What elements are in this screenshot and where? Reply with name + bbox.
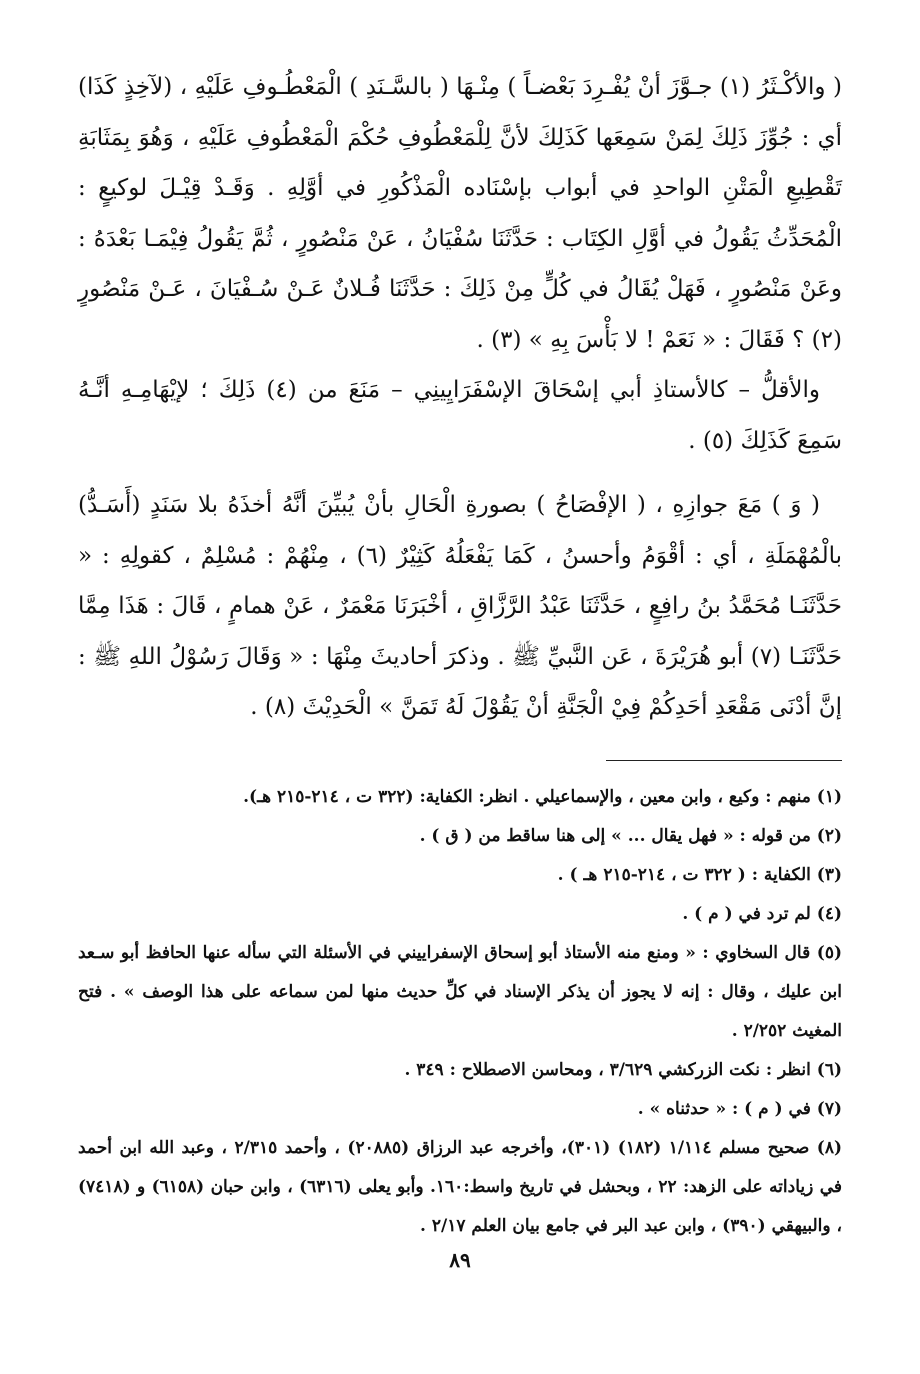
footnote-8: (٨) صحيح مسلم ١/١١٤ (١٨٢) (٣٠١)، وأخرجه عبد الرزاق (٢٠٨٨٥) ، وأحمد ٢/٣١٥ ، وعبد الله ابن أحمد في زياداته على الزهد: ٢٢ ، وبحشل في تاريخ واسط:١٦٠. وأبو يعلى (٦٣١٦) ، وابن حبان (٦١٥٨) و (٧٤١٨) ، والبيهقي (٣٩٠) ، وابن عبد البر في جامع بيان العلم ٢/١٧ .	[78, 1138, 843, 1236]
footnote-separator	[606, 760, 842, 761]
main-text	[78, 62, 842, 733]
footnote-2: (٢) من قوله : « فهل يقال ... » إلى هنا ساقط من ( ق ) .	[419, 826, 842, 846]
footnote-1: (١) منهم : وكيع ، وابن معين ، والإسماعيلي . انظر: الكفاية: (٣٢٢ ت ، ٢١٤-٢١٥ هـ).	[243, 787, 842, 807]
footnotes	[78, 778, 842, 1246]
footnote-5: (٥) قال السخاوي : « ومنع منه الأستاذ أبو إسحاق الإسفراييني في الأسئلة التي سأله عنها الحافظ أبو سـعد ابن عليك ، وقال : إنه لا يجوز أن يذكر الإسناد في كلِّ حديث منها لمن سماعه على هذا الوصف » . فتح المغيث ٢/٢٥٢ .	[78, 943, 842, 1041]
paragraph-1: ( والأكْـثَرُ (١) جـوَّزَ أنْ يُفْـرِدَ بَعْضـاً ) مِنْـهَا ( بالسَّـنَدِ ) الْمَعْطُـوفِ عَلَيْهِ ، (لآخِذٍ كَذَا) أي : جُوِّزَ ذَلِكَ لِمَنْ سَمِعَها كَذَلِكَ لأنَّ لِلْمَعْطُوفِ حُكْمَ الْمَعْطُوفِ عَلَيْهِ ، وَهُوَ بِمَثَابَةِ تَقْطِيعِ الْمَتْنِ الواحدِ في أبواب بإسْنَاده الْمَذْكُورِ في أوَّلِهِ . وَقَـدْ قِيْـلَ لوكيعٍ : الْمُحَدِّثُ يَقُولُ في أوَّلِ الكِتَاب : حَدَّثَنَا سُفْيَانُ ، عَنْ مَنْصُورٍ ، ثُمَّ يَقُولُ فِيْمَـا بَعْدَهُ : وعَنْ مَنْصُورٍ ، فَهَلْ يُقَالُ في كُلٍّ مِنْ ذَلِكَ : حَدَّثَنَا فُـلانٌ عَـنْ سُـفْيَانَ ، عَـنْ مَنْصُورٍ (٢) ؟ فَقَالَ : « نَعَمْ ! لا بَأْسَ بِهِ » (٣) .	[78, 74, 842, 353]
footnote-4: (٤) لم ترد في ( م ) .	[682, 904, 842, 924]
paragraph-2: والأقلُّ – كالأستاذِ أبي إسْحَاقَ الإسْفَرَايِينِي – مَنَعَ من (٤) ذَلِكَ ؛ لإيْهَامِـهِ أنَّـهُ سَمِعَ كَذَلِكَ (٥) .	[78, 377, 842, 454]
footnote-7: (٧) في ( م ) : « حدثناه » .	[637, 1099, 842, 1119]
page-number: ٨٩	[449, 1248, 471, 1272]
footnote-6: (٦) انظر : نكت الزركشي ٣/٦٢٩ ، ومحاسن الاصطلاح : ٣٤٩ .	[404, 1060, 842, 1080]
paragraph-3: ( وَ ) مَعَ جوازِهِ ، ( الإفْصَاحُ ) بصورةِ الْحَالِ بأنْ يُبيِّنَ أنَّهُ أخذَهُ بلا سَنَدٍ (أَسَـدُّ) بالْمُهْمَلَةِ ، أي : أقْوَمُ وأحسنُ ، كَمَا يَفْعَلُهُ كَثِيْرٌ (٦) ، مِنْهُمْ : مُسْلِمٌ ، كقولِهِ : « حَدَّثَنَـا مُحَمَّدُ بنُ رافِعٍ ، حَدَّثَنَا عَبْدُ الرَّزَّاقِ ، أخْبَرَنَا مَعْمَرٌ ، عَنْ همامٍ ، قَالَ : هَذَا مِمَّا حَدَّثَنَـا (٧) أبو هُرَيْرَةَ ، عَن النَّبيِّ ﷺ . وذكرَ أحاديثَ مِنْهَا : « وَقَالَ رَسُوْلُ اللهِ ﷺ : إنَّ أدْنَى مَقْعَدِ أحَدِكُمْ فِيْ الْجَنَّةِ أنْ يَقُوْلَ لَهُ تَمَنَّ » الْحَدِيْثَ (٨) .	[78, 492, 842, 720]
footnote-3: (٣) الكفاية : ( ٣٢٢ ت ، ٢١٤-٢١٥ هـ ) .	[557, 865, 842, 885]
